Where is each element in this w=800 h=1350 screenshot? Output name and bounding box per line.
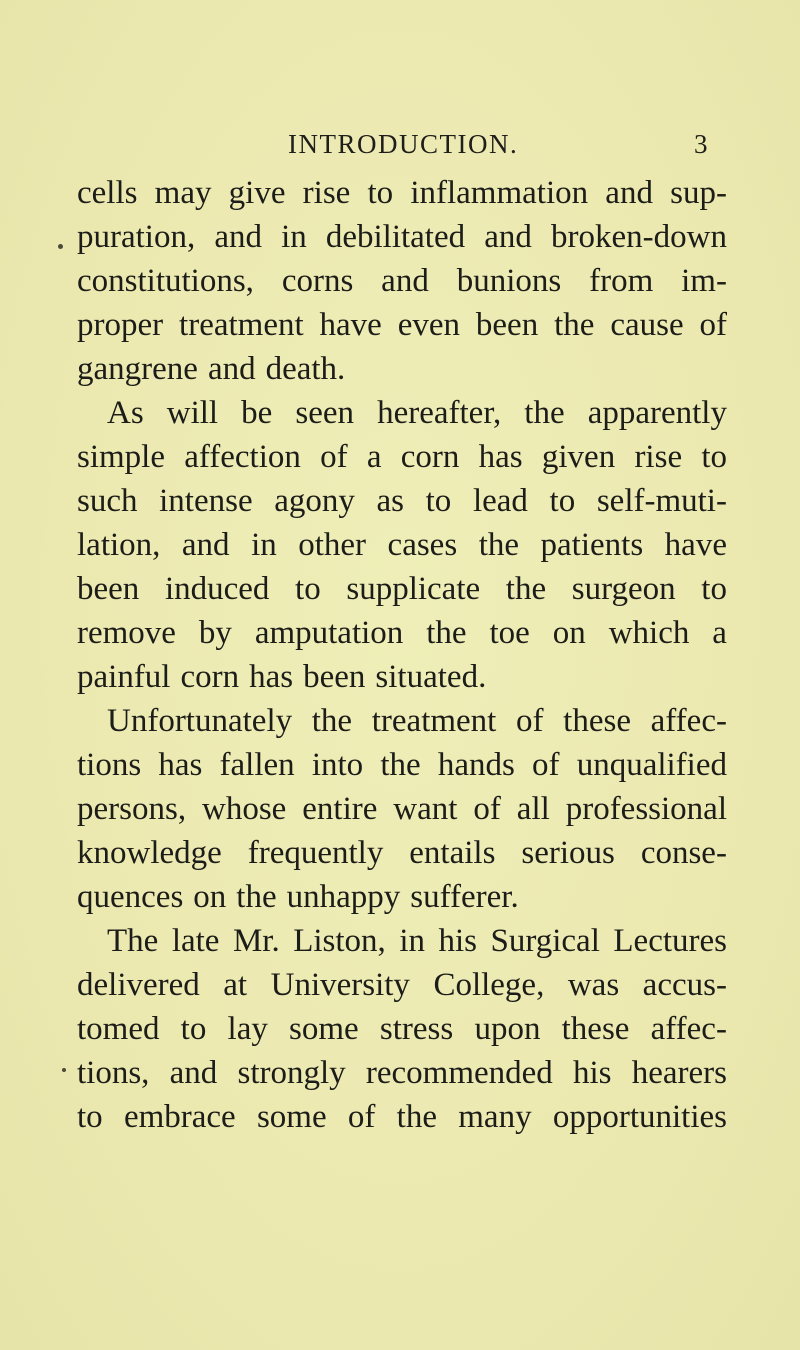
word: lation, [77, 527, 161, 563]
text-line [77, 611, 727, 655]
body-text [77, 171, 727, 1139]
text-line [77, 567, 727, 611]
text-line [77, 963, 727, 1007]
word: given [541, 439, 616, 475]
word: the [524, 395, 565, 431]
word: cases [387, 527, 458, 563]
word: and [169, 1055, 218, 1091]
word: to [701, 571, 727, 607]
word: Surgical [490, 923, 600, 959]
word: intense [159, 483, 253, 519]
word: of [532, 747, 560, 783]
running-head: INTRODUCTION. [288, 129, 519, 159]
word: has [249, 659, 294, 695]
word: been [77, 571, 140, 607]
word: has [158, 747, 203, 783]
word: was [567, 967, 620, 1003]
word: persons, [77, 791, 187, 827]
text-line [77, 787, 727, 831]
word: the [426, 615, 467, 651]
word: want [393, 791, 458, 827]
margin-ink-mark [62, 1068, 66, 1072]
word: to [425, 483, 452, 519]
word: late [171, 923, 220, 959]
word: im- [681, 263, 727, 299]
word: gangrene [77, 351, 198, 387]
word: Lectures [613, 923, 727, 959]
word: a [366, 439, 382, 475]
page-header [0, 124, 800, 164]
word: by [198, 615, 232, 651]
text-line [77, 347, 727, 391]
word: of [516, 703, 544, 739]
word: the [478, 527, 520, 563]
word: and [381, 263, 429, 299]
text-line [77, 215, 727, 259]
word: debilitated [325, 219, 466, 255]
word: remove [77, 615, 176, 651]
text-line [77, 435, 727, 479]
word: proper [77, 307, 164, 343]
word: rise [302, 175, 351, 211]
word: lay [227, 1011, 268, 1047]
word: embrace [123, 1099, 236, 1135]
word: patients [540, 527, 644, 563]
word: seen [295, 395, 355, 431]
word: and [214, 219, 262, 255]
word: and [181, 527, 230, 563]
word: affec- [650, 703, 727, 739]
word: in [251, 527, 277, 563]
word: The [107, 923, 159, 959]
text-line [77, 1051, 727, 1095]
word: the [396, 1099, 437, 1135]
word: will [166, 395, 219, 431]
text-line [77, 391, 727, 435]
word: rise [634, 439, 683, 475]
word: of [320, 439, 348, 475]
word: tions, [77, 1055, 150, 1091]
text-line [77, 523, 727, 567]
word: the [505, 571, 547, 607]
word: accus- [642, 967, 727, 1003]
word: into [311, 747, 364, 783]
word: been [475, 307, 539, 343]
word: at [223, 967, 248, 1003]
word: been [303, 659, 366, 695]
word: affection [184, 439, 301, 475]
word: to [180, 1011, 207, 1047]
word: puration, [77, 219, 196, 255]
word: has [478, 439, 523, 475]
word: to [367, 175, 394, 211]
word: serious [521, 835, 615, 871]
word: supplicate [346, 571, 481, 607]
word: other [298, 527, 367, 563]
word: sup- [670, 175, 727, 211]
text-line [77, 655, 727, 699]
text-line [77, 1095, 727, 1139]
word: surgeon [571, 571, 676, 607]
word: be [241, 395, 273, 431]
word: upon [474, 1011, 541, 1047]
word: the [311, 703, 353, 739]
word: Liston, [293, 923, 386, 959]
word: have [319, 307, 382, 343]
word: his [438, 923, 477, 959]
word: to [701, 439, 727, 475]
margin-ink-mark [58, 244, 63, 249]
text-line [77, 1007, 727, 1051]
word: cells [77, 175, 138, 211]
text-line [77, 699, 727, 743]
word: affec- [650, 1011, 727, 1047]
word: whose [202, 791, 287, 827]
text-line [77, 479, 727, 523]
word: toe [489, 615, 530, 651]
word: have [664, 527, 727, 563]
word: situated. [375, 659, 487, 695]
word: give [228, 175, 286, 211]
word: treatment [371, 703, 497, 739]
word: the [236, 879, 277, 915]
word: a [712, 615, 727, 651]
word: tomed [77, 1011, 160, 1047]
word: of [473, 791, 501, 827]
word: some [289, 1011, 359, 1047]
word: to [295, 571, 321, 607]
word: to [77, 1099, 103, 1135]
word: on [193, 879, 227, 915]
word: may [154, 175, 212, 211]
word: self-muti- [596, 483, 727, 519]
word: fallen [219, 747, 295, 783]
word: in [281, 219, 307, 255]
word: Mr. [232, 923, 280, 959]
text-line [77, 875, 727, 919]
word: entire [302, 791, 378, 827]
word: simple [77, 439, 165, 475]
word: hearers [631, 1055, 727, 1091]
word: from [589, 263, 654, 299]
word: his [573, 1055, 612, 1091]
word: broken-down [550, 219, 727, 255]
word: bunions [456, 263, 562, 299]
text-line [77, 743, 727, 787]
word: frequently [247, 835, 384, 871]
word: hereafter, [377, 395, 502, 431]
word: and [207, 351, 256, 387]
word: and [484, 219, 532, 255]
word: the [554, 307, 595, 343]
word: unhappy [286, 879, 401, 915]
word: such [77, 483, 138, 519]
word: these [563, 703, 631, 739]
word: agony [274, 483, 355, 519]
word: unqualified [576, 747, 727, 783]
word: as [376, 483, 405, 519]
word: tions [77, 747, 142, 783]
word: professional [565, 791, 727, 827]
text-line [77, 303, 727, 347]
word: all [516, 791, 550, 827]
word: knowledge [77, 835, 222, 871]
text-line [77, 919, 727, 963]
word: strongly [237, 1055, 346, 1091]
word: which [608, 615, 690, 651]
word: death. [265, 351, 346, 387]
word: many [458, 1099, 532, 1135]
word: to [549, 483, 576, 519]
word: corn [180, 659, 240, 695]
word: College, [433, 967, 545, 1003]
word: in [399, 923, 425, 959]
word: conse- [640, 835, 727, 871]
word: delivered [77, 967, 200, 1003]
word: stress [379, 1011, 454, 1047]
word: corn [400, 439, 460, 475]
word: of [699, 307, 727, 343]
word: these [561, 1011, 630, 1047]
word: of [347, 1099, 376, 1135]
page-number: 3 [694, 129, 708, 159]
word: some [256, 1099, 327, 1135]
text-line [77, 831, 727, 875]
word: even [397, 307, 461, 343]
word: recommended [365, 1055, 553, 1091]
word: cause [610, 307, 684, 343]
word: the [380, 747, 421, 783]
word: induced [164, 571, 270, 607]
word: As [107, 395, 144, 431]
word: opportunities [552, 1099, 727, 1135]
word: inflammation [410, 175, 589, 211]
word: constitutions, [77, 263, 254, 299]
text-line [77, 259, 727, 303]
word: hands [437, 747, 515, 783]
word: entails [409, 835, 496, 871]
word: lead [472, 483, 528, 519]
word: quences [77, 879, 184, 915]
word: University [270, 967, 410, 1003]
word: Unfortunately [107, 703, 293, 739]
word: on [552, 615, 586, 651]
word: amputation [254, 615, 404, 651]
word: apparently [587, 395, 727, 431]
word: sufferer. [410, 879, 519, 915]
word: and [605, 175, 653, 211]
text-line [77, 171, 727, 215]
word: painful [77, 659, 171, 695]
word: treatment [179, 307, 304, 343]
word: corns [281, 263, 354, 299]
